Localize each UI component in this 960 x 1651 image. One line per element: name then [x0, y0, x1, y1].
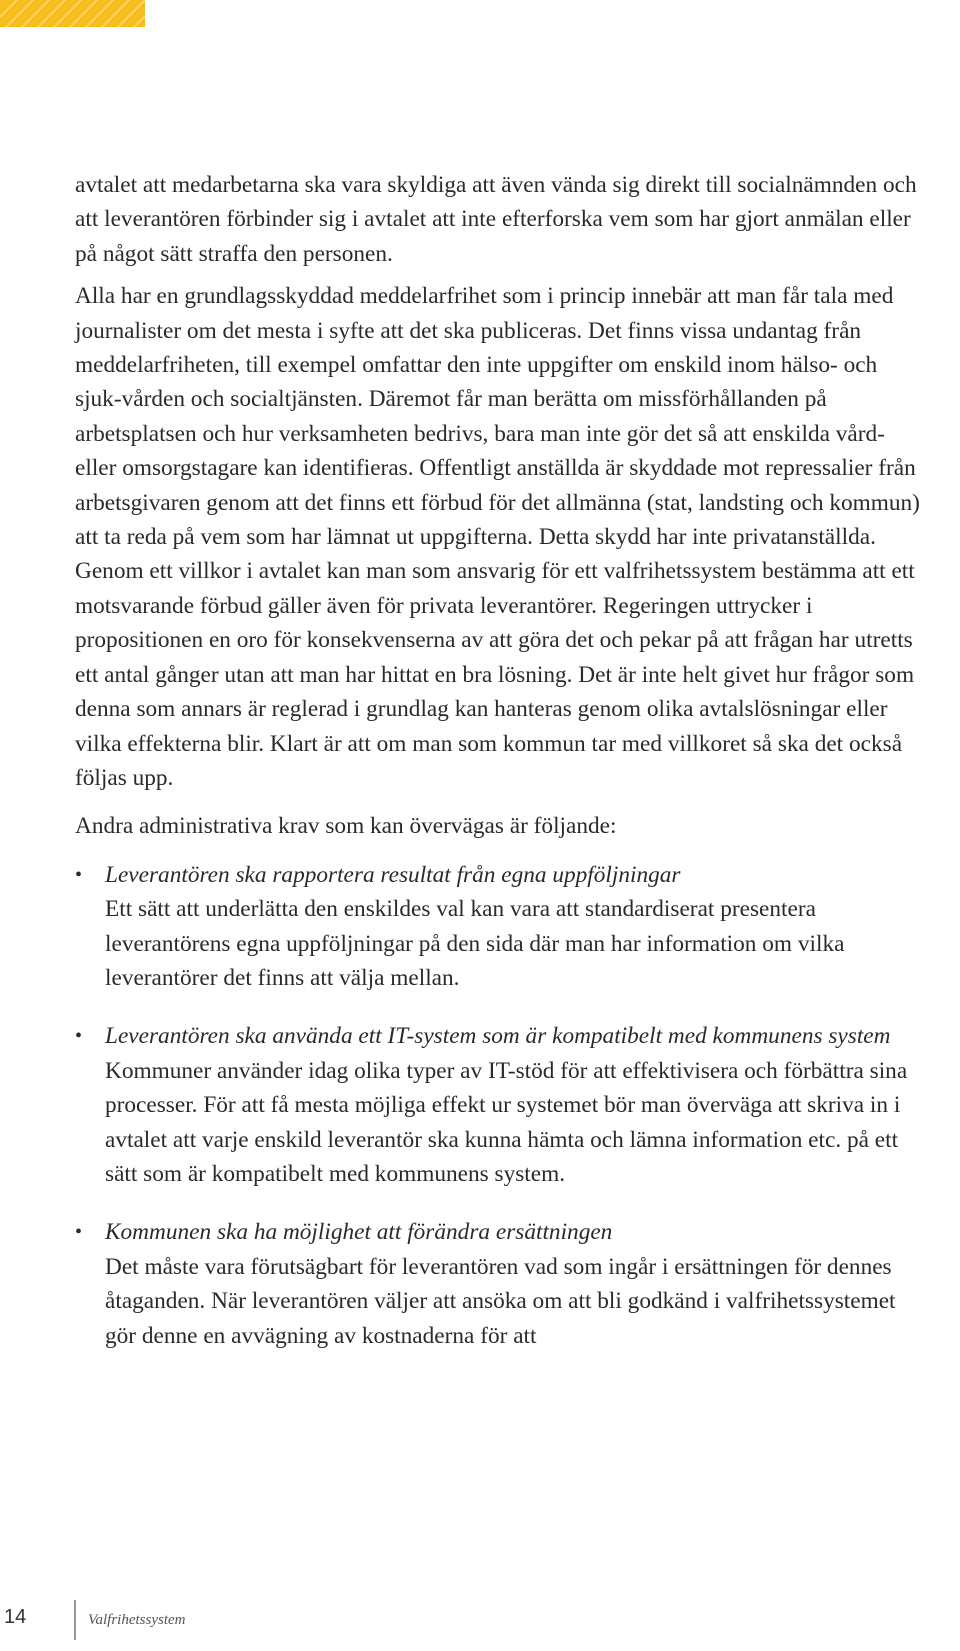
- list-item-title: • Leverantören ska använda ett IT-system som är kompatibelt med kommunens system: [105, 1023, 891, 1050]
- corner-decoration: [0, 0, 145, 27]
- list-item: [75, 1019, 927, 1191]
- page-footer: [0, 1600, 960, 1644]
- requirements-list: [75, 858, 927, 1353]
- footer-divider: [74, 1600, 76, 1640]
- page-number: 14: [4, 1606, 27, 1628]
- corner-fill: [0, 0, 145, 27]
- body-paragraph: avtalet att medarbetarna ska vara skyldiga att även vända sig direkt till socialnämnden och att leverantören förbinder sig i avtalet att inte efterforska vem som har gjort anmälan eller på något sätt straffa den personen.: [75, 172, 917, 267]
- list-item-text: Det måste vara förutsägbart för leverantören vad som ingår i ersättningen för dennes åtaganden. När leverantören väljer att ansöka om att bli godkänd i valfrihetssystemet gör denne en avvägning av kostnaderna för att: [105, 1253, 896, 1349]
- list-item-text: Ett sätt att underlätta den enskildes val kan vara att standardiserat presentera leverantörens egna uppföljningar på den sida där man har information om vilka leverantörer det finns att välja mellan.: [105, 896, 845, 991]
- list-intro: Andra administrativa krav som kan övervägas är följande:: [75, 813, 617, 840]
- list-item: [75, 858, 927, 996]
- main-content: [75, 168, 927, 1377]
- list-item-title: • Kommunen ska ha möjlighet att förändra ersättningen: [105, 1219, 613, 1246]
- list-item: [75, 1215, 927, 1353]
- list-item-title: • Leverantören ska rapportera resultat från egna uppföljningar: [105, 861, 681, 888]
- body-paragraph: Alla har en grundlagsskyddad meddelarfrihet som i princip innebär att man får tala med journalister om det mesta i syfte att det ska publiceras. Det finns vissa undantag från meddelarfriheten, till exempel omfattar den inte uppgifter om enskild inom hälso- och sjuk-vården och socialtjänsten. Däremot får man berätta om missförhållanden på arbetsplatsen och hur verksamheten bedrivs, bara man inte gör det så att enskilda vård- eller omsorgstagare kan identifieras. Offentligt anställda är skyddade mot repressalier från arbetsgivaren genom att det finns ett förbud för det allmänna (stat, landsting och kommun) att ta reda på vem som har lämnat ut uppgifterna. Detta skydd har inte privatanställda. Genom ett villkor i avtalet kan man som ansvarig för ett valfrihetssystem bestämma att ett motsvarande förbud gäller även för privata leverantörer. Regeringen uttrycker i propositionen en oro för konsekvenserna av att göra det och pekar på att frågan har utretts ett antal gånger utan att man har hittat en bra lösning. Det är inte helt givet hur frågor som denna som annars är reglerad i grundlag kan hanteras genom olika avtalslösningar eller vilka effekterna blir. Klart är att om man som kommun tar med villkoret så ska det också följas upp.: [75, 283, 920, 791]
- list-item-text: Kommuner använder idag olika typer av IT-stöd för att effektivisera och förbättra sina processer. För att få mesta möjliga effekt ur systemet bör man överväga att skriva in i avtalet att varje enskild leverantör ska kunna hämta och lämna information etc. på ett sätt som är kompatibelt med kommunens system.: [105, 1057, 908, 1187]
- footer-document-title: Valfrihetssystem: [88, 1612, 186, 1628]
